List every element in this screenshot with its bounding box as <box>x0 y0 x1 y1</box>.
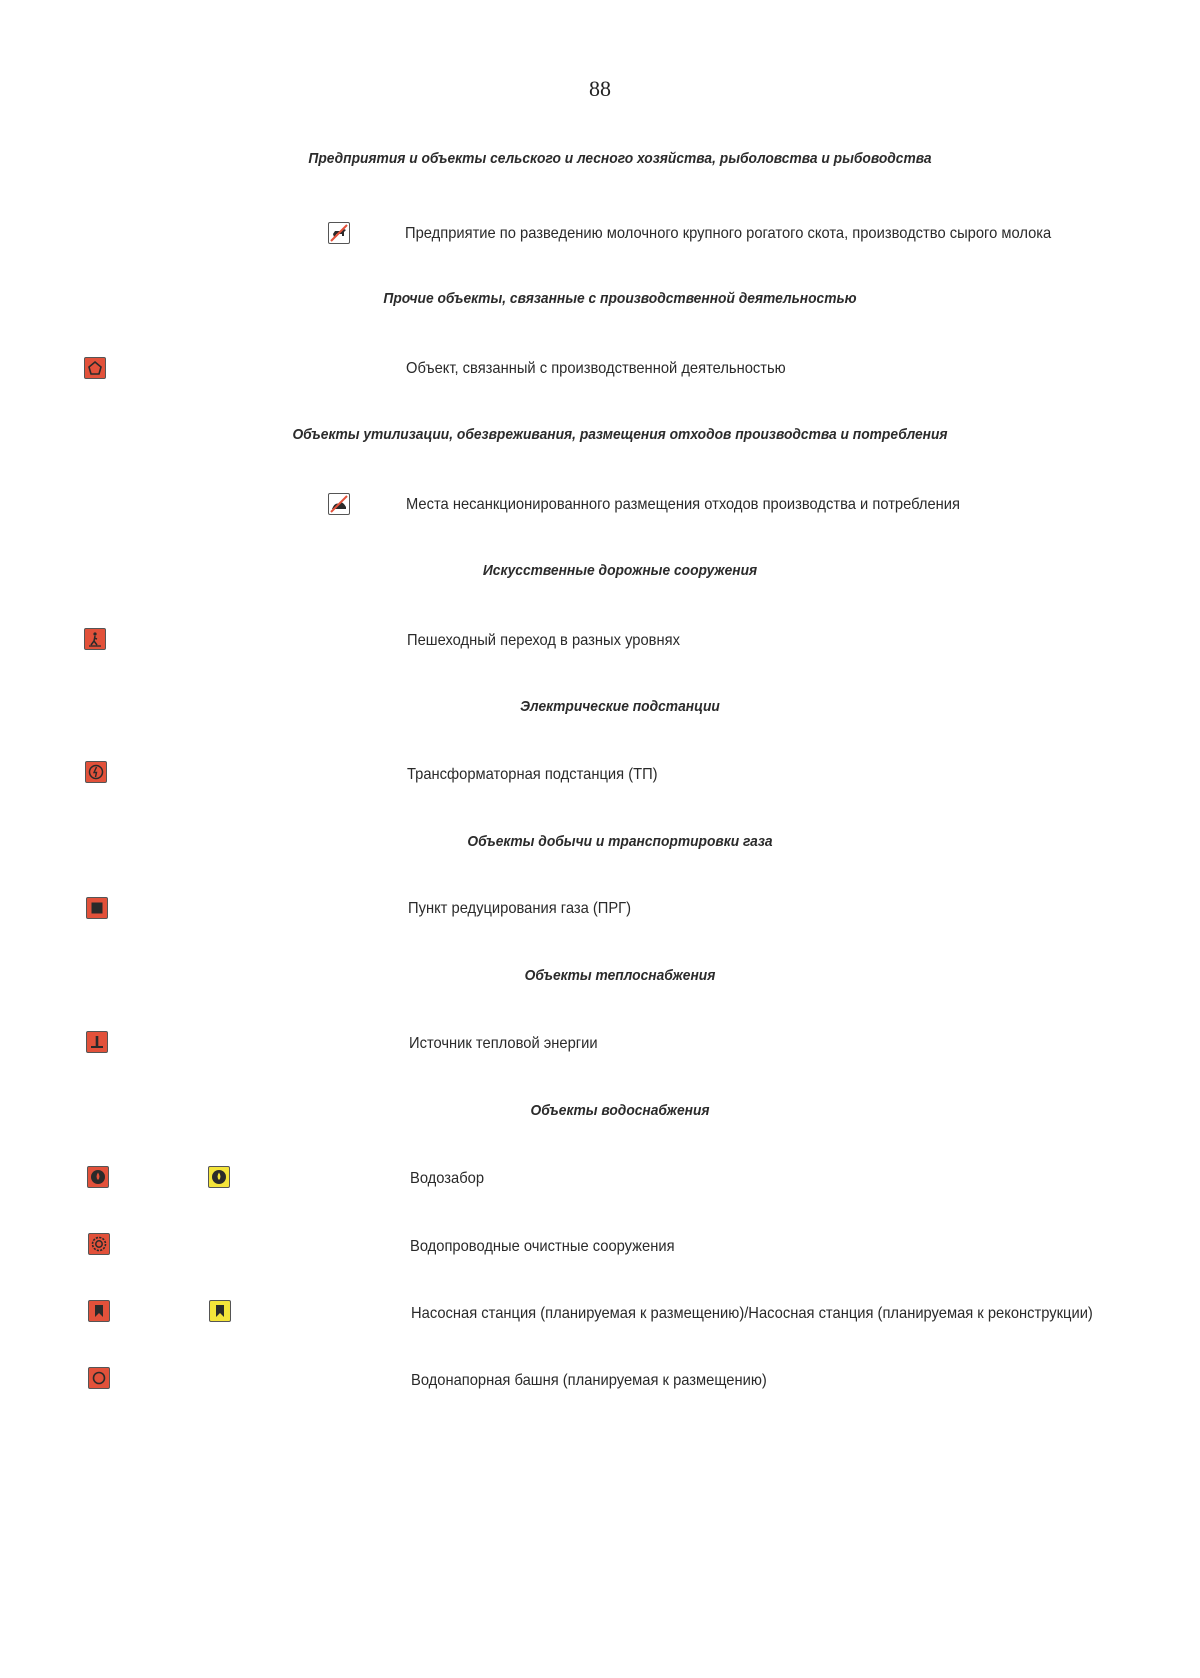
page-number: 88 <box>589 76 611 101</box>
section-heading-waste: Объекты утилизации, обезвреживания, размещения отходов производства и потребления <box>292 426 948 443</box>
chimney-icon <box>86 1031 108 1053</box>
water-drop-circle-icon <box>208 1166 230 1188</box>
section-heading-water: Объекты водоснабжения <box>530 1102 710 1119</box>
pump-flag-icon <box>209 1300 231 1322</box>
legend-item-label: Водозабор <box>410 1170 485 1187</box>
legend-item-label: Трансформаторная подстанция (ТП) <box>407 766 658 783</box>
section-heading-industrial: Прочие объекты, связанные с производственной деятельностью <box>383 290 857 307</box>
waste-pile-crossed-icon <box>328 493 350 515</box>
filled-square-icon <box>86 897 108 919</box>
legend-item-label: Водопроводные очистные сооружения <box>410 1238 675 1255</box>
gear-circle-icon <box>88 1233 110 1255</box>
section-heading-heat: Объекты теплоснабжения <box>524 967 716 984</box>
pentagon-icon <box>84 357 106 379</box>
section-heading-gas: Объекты добычи и транспортировки газа <box>467 833 773 850</box>
legend-item-label: Водонапорная башня (планируемая к размещению) <box>411 1372 767 1389</box>
lightning-circle-icon <box>85 761 107 783</box>
legend-item-label: Объект, связанный с производственной деятельностью <box>406 360 786 377</box>
legend-item-label: Предприятие по разведению молочного крупного рогатого скота, производство сырого молока <box>405 225 1052 242</box>
legend-item-label: Пешеходный переход в разных уровнях <box>407 632 680 649</box>
ring-icon <box>88 1367 110 1389</box>
legend-item-label: Места несанкционированного размещения отходов производства и потребления <box>406 496 961 513</box>
water-drop-circle-icon <box>87 1166 109 1188</box>
legend-item-label: Источник тепловой энергии <box>409 1035 598 1052</box>
pump-flag-icon <box>88 1300 110 1322</box>
legend-item-label: Насосная станция (планируемая к размещению)/Насосная станция (планируемая к реконструкции) <box>411 1305 1093 1322</box>
pedestrian-crossing-icon <box>84 628 106 650</box>
section-heading-agriculture: Предприятия и объекты сельского и лесного хозяйства, рыболовства и рыбоводства <box>308 150 932 167</box>
section-heading-road-structures: Искусственные дорожные сооружения <box>482 562 758 579</box>
legend-item-label: Пункт редуцирования газа (ПРГ) <box>408 900 632 917</box>
section-heading-electric: Электрические подстанции <box>520 698 720 715</box>
cattle-crossed-icon <box>328 222 350 244</box>
